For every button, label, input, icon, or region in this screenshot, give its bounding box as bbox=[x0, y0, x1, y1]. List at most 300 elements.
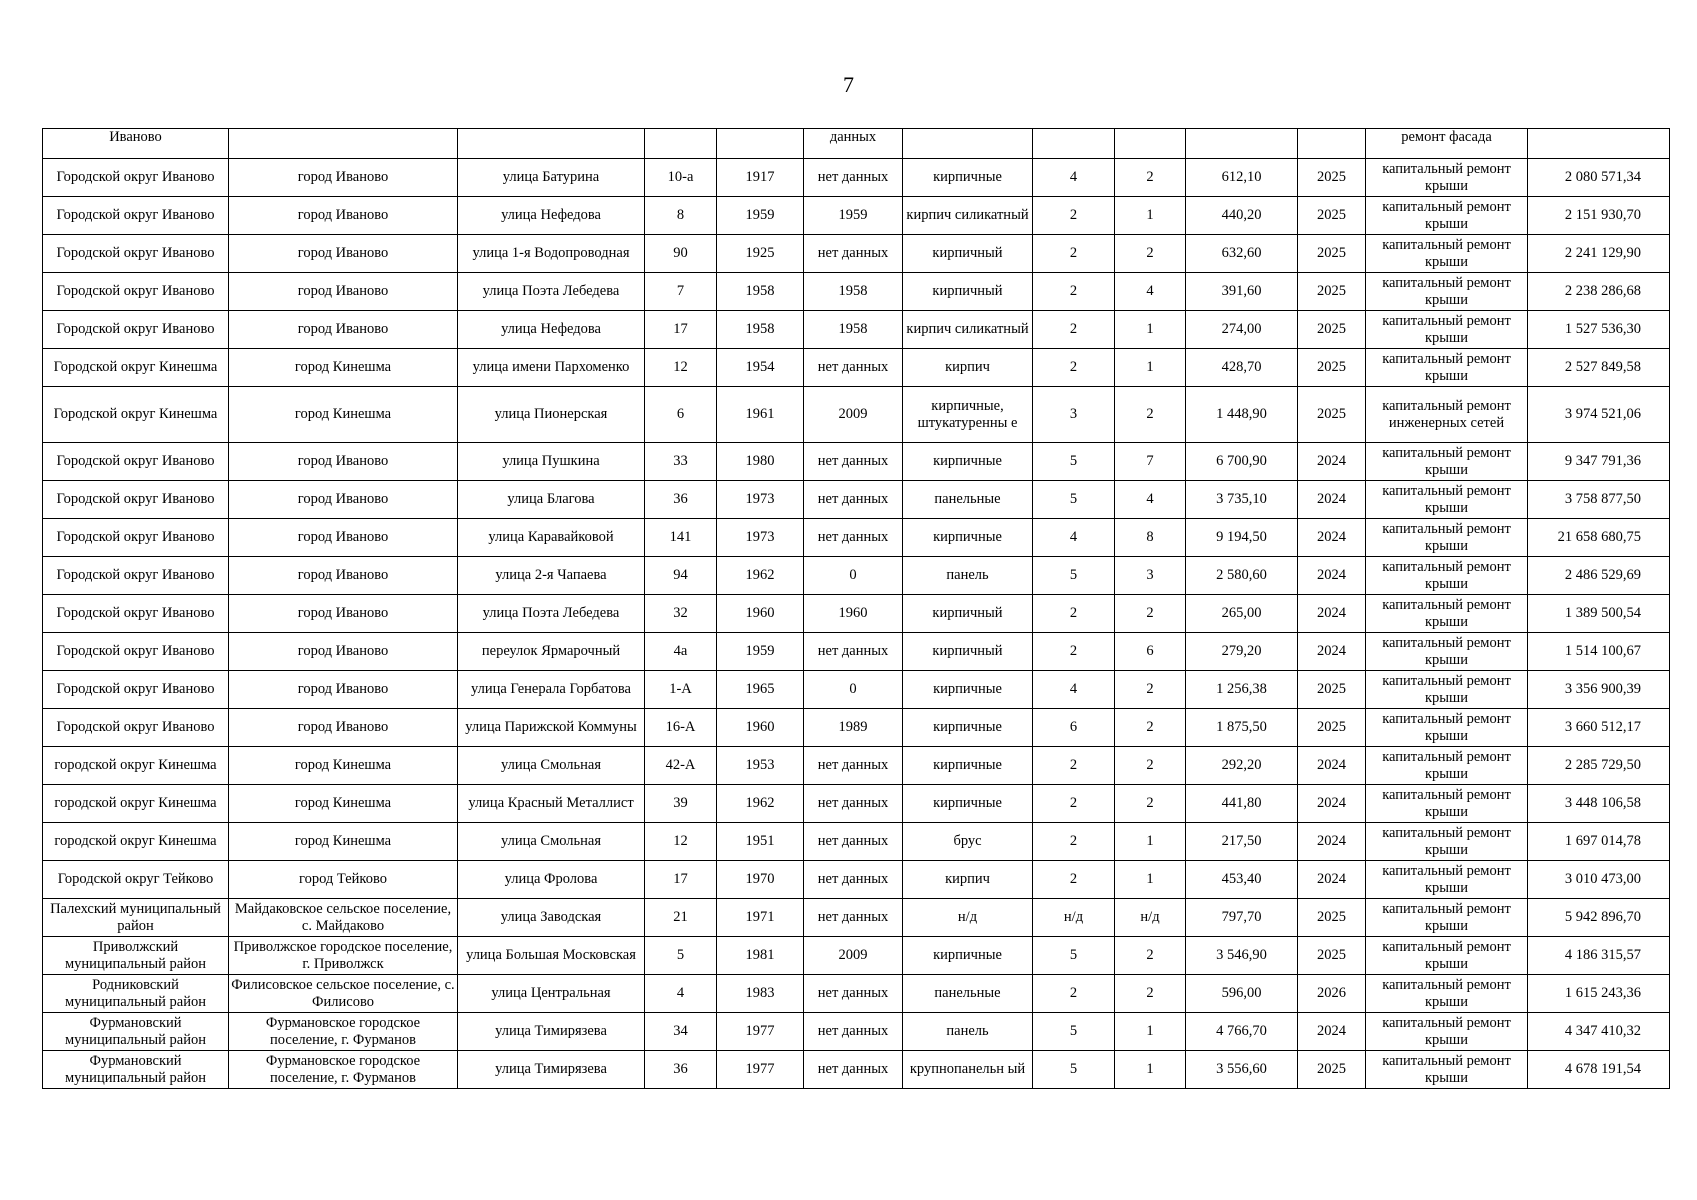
table-row bbox=[43, 129, 1670, 159]
entrances-cell: 1 bbox=[1115, 861, 1186, 899]
table-row bbox=[43, 519, 1670, 557]
cost-cell: 2 486 529,69 bbox=[1528, 557, 1670, 595]
build-year-cell bbox=[717, 129, 804, 159]
settlement-cell: город Иваново bbox=[229, 595, 458, 633]
area-cell: 3 735,10 bbox=[1186, 481, 1298, 519]
street-cell: улица Благова bbox=[458, 481, 645, 519]
street-cell: улица 2-я Чапаева bbox=[458, 557, 645, 595]
area-cell: 4 766,70 bbox=[1186, 1013, 1298, 1051]
settlement-cell bbox=[229, 129, 458, 159]
municipality-cell: Городской округ Иваново bbox=[43, 481, 229, 519]
repair-type-cell: капитальный ремонт крыши bbox=[1366, 197, 1528, 235]
build-year-cell: 1960 bbox=[717, 595, 804, 633]
build-year-cell: 1917 bbox=[717, 159, 804, 197]
street-cell: улица Заводская bbox=[458, 899, 645, 937]
repair-type-cell: капитальный ремонт крыши bbox=[1366, 1013, 1528, 1051]
wall-material-cell: крупнопанельн ый bbox=[903, 1051, 1033, 1089]
table-row bbox=[43, 481, 1670, 519]
street-cell: улица Нефедова bbox=[458, 311, 645, 349]
floors-cell: 2 bbox=[1033, 197, 1115, 235]
entrances-cell: 2 bbox=[1115, 975, 1186, 1013]
table-row bbox=[43, 785, 1670, 823]
reconstruction-year-cell: 1989 bbox=[804, 709, 903, 747]
table-body bbox=[43, 129, 1670, 1089]
cost-cell: 2 080 571,34 bbox=[1528, 159, 1670, 197]
entrances-cell: 1 bbox=[1115, 823, 1186, 861]
repair-year-cell: 2024 bbox=[1298, 519, 1366, 557]
cost-cell: 9 347 791,36 bbox=[1528, 443, 1670, 481]
cost-cell: 4 347 410,32 bbox=[1528, 1013, 1670, 1051]
entrances-cell: 2 bbox=[1115, 785, 1186, 823]
table-row bbox=[43, 747, 1670, 785]
cost-cell: 3 356 900,39 bbox=[1528, 671, 1670, 709]
house-number-cell: 5 bbox=[645, 937, 717, 975]
street-cell: улица Каравайковой bbox=[458, 519, 645, 557]
wall-material-cell bbox=[903, 129, 1033, 159]
repair-type-cell: капитальный ремонт крыши bbox=[1366, 937, 1528, 975]
page-number: 7 bbox=[843, 72, 854, 97]
table-row bbox=[43, 273, 1670, 311]
repair-type-cell: капитальный ремонт крыши bbox=[1366, 861, 1528, 899]
build-year-cell: 1959 bbox=[717, 197, 804, 235]
floors-cell: 2 bbox=[1033, 823, 1115, 861]
floors-cell bbox=[1033, 129, 1115, 159]
repair-year-cell: 2025 bbox=[1298, 387, 1366, 443]
cost-cell: 5 942 896,70 bbox=[1528, 899, 1670, 937]
repair-year-cell: 2025 bbox=[1298, 273, 1366, 311]
entrances-cell: 4 bbox=[1115, 481, 1186, 519]
house-number-cell: 4а bbox=[645, 633, 717, 671]
reconstruction-year-cell: нет данных bbox=[804, 519, 903, 557]
cost-cell: 2 285 729,50 bbox=[1528, 747, 1670, 785]
reconstruction-year-cell: нет данных bbox=[804, 159, 903, 197]
reconstruction-year-cell: нет данных bbox=[804, 1013, 903, 1051]
table-row bbox=[43, 861, 1670, 899]
table-row bbox=[43, 197, 1670, 235]
municipality-cell: городской округ Кинешма bbox=[43, 785, 229, 823]
street-cell: улица Нефедова bbox=[458, 197, 645, 235]
house-number-cell: 33 bbox=[645, 443, 717, 481]
house-number-cell: 90 bbox=[645, 235, 717, 273]
repair-type-cell: капитальный ремонт крыши bbox=[1366, 633, 1528, 671]
area-cell: 265,00 bbox=[1186, 595, 1298, 633]
entrances-cell bbox=[1115, 129, 1186, 159]
repair-year-cell: 2024 bbox=[1298, 861, 1366, 899]
wall-material-cell: брус bbox=[903, 823, 1033, 861]
entrances-cell: 8 bbox=[1115, 519, 1186, 557]
entrances-cell: 1 bbox=[1115, 311, 1186, 349]
street-cell: улица Пушкина bbox=[458, 443, 645, 481]
area-cell: 428,70 bbox=[1186, 349, 1298, 387]
entrances-cell: 4 bbox=[1115, 273, 1186, 311]
build-year-cell: 1959 bbox=[717, 633, 804, 671]
reconstruction-year-cell: нет данных bbox=[804, 785, 903, 823]
table-row bbox=[43, 633, 1670, 671]
table-row bbox=[43, 1051, 1670, 1089]
wall-material-cell: кирпич силикатный bbox=[903, 197, 1033, 235]
build-year-cell: 1958 bbox=[717, 273, 804, 311]
reconstruction-year-cell: 0 bbox=[804, 671, 903, 709]
municipality-cell: Родниковский муниципальный район bbox=[43, 975, 229, 1013]
municipality-cell: Городской округ Иваново bbox=[43, 519, 229, 557]
street-cell: улица Поэта Лебедева bbox=[458, 273, 645, 311]
municipality-cell: городской округ Кинешма bbox=[43, 747, 229, 785]
repair-year-cell: 2024 bbox=[1298, 443, 1366, 481]
street-cell: улица Поэта Лебедева bbox=[458, 595, 645, 633]
build-year-cell: 1954 bbox=[717, 349, 804, 387]
area-cell: 596,00 bbox=[1186, 975, 1298, 1013]
settlement-cell: город Кинешма bbox=[229, 785, 458, 823]
municipality-cell: Городской округ Иваново bbox=[43, 443, 229, 481]
reconstruction-year-cell: нет данных bbox=[804, 861, 903, 899]
house-number-cell: 16-А bbox=[645, 709, 717, 747]
floors-cell: 4 bbox=[1033, 159, 1115, 197]
floors-cell: 2 bbox=[1033, 311, 1115, 349]
settlement-cell: город Иваново bbox=[229, 311, 458, 349]
street-cell: улица 1-я Водопроводная bbox=[458, 235, 645, 273]
settlement-cell: Майдаковское сельское поселение, с. Майдаково bbox=[229, 899, 458, 937]
wall-material-cell: н/д bbox=[903, 899, 1033, 937]
reconstruction-year-cell: нет данных bbox=[804, 747, 903, 785]
settlement-cell: Фурмановское городское поселение, г. Фурманов bbox=[229, 1051, 458, 1089]
street-cell: улица Тимирязева bbox=[458, 1051, 645, 1089]
municipality-cell: Городской округ Иваново bbox=[43, 709, 229, 747]
wall-material-cell: кирпичный bbox=[903, 235, 1033, 273]
settlement-cell: город Иваново bbox=[229, 197, 458, 235]
floors-cell: 5 bbox=[1033, 1051, 1115, 1089]
street-cell: улица Батурина bbox=[458, 159, 645, 197]
entrances-cell: 7 bbox=[1115, 443, 1186, 481]
build-year-cell: 1962 bbox=[717, 785, 804, 823]
cost-cell: 2 238 286,68 bbox=[1528, 273, 1670, 311]
repair-year-cell: 2025 bbox=[1298, 899, 1366, 937]
settlement-cell: город Кинешма bbox=[229, 823, 458, 861]
floors-cell: 2 bbox=[1033, 273, 1115, 311]
build-year-cell: 1983 bbox=[717, 975, 804, 1013]
repair-year-cell: 2024 bbox=[1298, 1013, 1366, 1051]
municipality-cell: Иваново bbox=[43, 129, 229, 159]
repair-type-cell: капитальный ремонт крыши bbox=[1366, 481, 1528, 519]
build-year-cell: 1977 bbox=[717, 1013, 804, 1051]
house-number-cell: 12 bbox=[645, 823, 717, 861]
build-year-cell: 1960 bbox=[717, 709, 804, 747]
repair-year-cell: 2025 bbox=[1298, 937, 1366, 975]
entrances-cell: 2 bbox=[1115, 671, 1186, 709]
street-cell: улица имени Пархоменко bbox=[458, 349, 645, 387]
repair-year-cell: 2024 bbox=[1298, 595, 1366, 633]
settlement-cell: город Иваново bbox=[229, 519, 458, 557]
repair-type-cell: капитальный ремонт крыши bbox=[1366, 1051, 1528, 1089]
area-cell: 279,20 bbox=[1186, 633, 1298, 671]
reconstruction-year-cell: нет данных bbox=[804, 235, 903, 273]
settlement-cell: Фурмановское городское поселение, г. Фурманов bbox=[229, 1013, 458, 1051]
repair-year-cell bbox=[1298, 129, 1366, 159]
municipality-cell: Городской округ Иваново bbox=[43, 235, 229, 273]
municipality-cell: Городской округ Кинешма bbox=[43, 349, 229, 387]
street-cell: улица Пионерская bbox=[458, 387, 645, 443]
table-row bbox=[43, 235, 1670, 273]
settlement-cell: город Кинешма bbox=[229, 387, 458, 443]
house-number-cell: 32 bbox=[645, 595, 717, 633]
cost-cell: 3 660 512,17 bbox=[1528, 709, 1670, 747]
build-year-cell: 1962 bbox=[717, 557, 804, 595]
house-number-cell: 8 bbox=[645, 197, 717, 235]
area-cell: 274,00 bbox=[1186, 311, 1298, 349]
repair-type-cell: ремонт фасада bbox=[1366, 129, 1528, 159]
municipality-cell: Городской округ Иваново bbox=[43, 311, 229, 349]
cost-cell: 4 678 191,54 bbox=[1528, 1051, 1670, 1089]
house-number-cell: 36 bbox=[645, 1051, 717, 1089]
repair-year-cell: 2025 bbox=[1298, 159, 1366, 197]
area-cell: 441,80 bbox=[1186, 785, 1298, 823]
reconstruction-year-cell: нет данных bbox=[804, 1051, 903, 1089]
floors-cell: 2 bbox=[1033, 349, 1115, 387]
street-cell: улица Красный Металлист bbox=[458, 785, 645, 823]
area-cell: 1 875,50 bbox=[1186, 709, 1298, 747]
wall-material-cell: панельные bbox=[903, 481, 1033, 519]
repair-year-cell: 2025 bbox=[1298, 311, 1366, 349]
cost-cell: 2 151 930,70 bbox=[1528, 197, 1670, 235]
table-row bbox=[43, 1013, 1670, 1051]
street-cell: улица Парижской Коммуны bbox=[458, 709, 645, 747]
wall-material-cell: кирпичный bbox=[903, 633, 1033, 671]
municipality-cell: Городской округ Иваново bbox=[43, 633, 229, 671]
floors-cell: 2 bbox=[1033, 595, 1115, 633]
area-cell: 1 448,90 bbox=[1186, 387, 1298, 443]
reconstruction-year-cell: нет данных bbox=[804, 823, 903, 861]
settlement-cell: город Кинешма bbox=[229, 349, 458, 387]
floors-cell: 2 bbox=[1033, 235, 1115, 273]
municipality-cell: Городской округ Иваново bbox=[43, 595, 229, 633]
house-number-cell: 17 bbox=[645, 311, 717, 349]
municipality-cell: Городской округ Кинешма bbox=[43, 387, 229, 443]
table-row bbox=[43, 443, 1670, 481]
repair-type-cell: капитальный ремонт крыши bbox=[1366, 235, 1528, 273]
house-number-cell: 7 bbox=[645, 273, 717, 311]
repair-type-cell: капитальный ремонт инженерных сетей bbox=[1366, 387, 1528, 443]
wall-material-cell: кирпичные bbox=[903, 671, 1033, 709]
cost-cell: 2 241 129,90 bbox=[1528, 235, 1670, 273]
repair-type-cell: капитальный ремонт крыши bbox=[1366, 899, 1528, 937]
wall-material-cell: кирпич силикатный bbox=[903, 311, 1033, 349]
area-cell: 6 700,90 bbox=[1186, 443, 1298, 481]
cost-cell: 3 974 521,06 bbox=[1528, 387, 1670, 443]
area-cell: 217,50 bbox=[1186, 823, 1298, 861]
reconstruction-year-cell: 2009 bbox=[804, 387, 903, 443]
area-cell: 292,20 bbox=[1186, 747, 1298, 785]
floors-cell: 2 bbox=[1033, 633, 1115, 671]
cost-cell: 3 448 106,58 bbox=[1528, 785, 1670, 823]
cost-cell bbox=[1528, 129, 1670, 159]
build-year-cell: 1965 bbox=[717, 671, 804, 709]
table-row bbox=[43, 823, 1670, 861]
cost-cell: 1 615 243,36 bbox=[1528, 975, 1670, 1013]
repair-year-cell: 2025 bbox=[1298, 1051, 1366, 1089]
house-number-cell: 39 bbox=[645, 785, 717, 823]
repair-type-cell: капитальный ремонт крыши bbox=[1366, 823, 1528, 861]
cost-cell: 4 186 315,57 bbox=[1528, 937, 1670, 975]
build-year-cell: 1925 bbox=[717, 235, 804, 273]
municipality-cell: Городской округ Иваново bbox=[43, 273, 229, 311]
reconstruction-year-cell: 1960 bbox=[804, 595, 903, 633]
reconstruction-year-cell: 1958 bbox=[804, 273, 903, 311]
table-row bbox=[43, 937, 1670, 975]
street-cell bbox=[458, 129, 645, 159]
house-number-cell: 141 bbox=[645, 519, 717, 557]
street-cell: улица Смольная bbox=[458, 823, 645, 861]
reconstruction-year-cell: нет данных bbox=[804, 481, 903, 519]
reconstruction-year-cell: 1958 bbox=[804, 311, 903, 349]
repair-year-cell: 2024 bbox=[1298, 785, 1366, 823]
house-number-cell: 34 bbox=[645, 1013, 717, 1051]
repair-year-cell: 2024 bbox=[1298, 633, 1366, 671]
repair-year-cell: 2025 bbox=[1298, 197, 1366, 235]
repair-year-cell: 2025 bbox=[1298, 709, 1366, 747]
table-row bbox=[43, 557, 1670, 595]
repair-type-cell: капитальный ремонт крыши bbox=[1366, 975, 1528, 1013]
cost-cell: 2 527 849,58 bbox=[1528, 349, 1670, 387]
cost-cell: 1 527 536,30 bbox=[1528, 311, 1670, 349]
wall-material-cell: панель bbox=[903, 557, 1033, 595]
street-cell: улица Центральная bbox=[458, 975, 645, 1013]
area-cell: 391,60 bbox=[1186, 273, 1298, 311]
wall-material-cell: кирпич bbox=[903, 349, 1033, 387]
cost-cell: 1 697 014,78 bbox=[1528, 823, 1670, 861]
street-cell: улица Смольная bbox=[458, 747, 645, 785]
reconstruction-year-cell: нет данных bbox=[804, 899, 903, 937]
floors-cell: 5 bbox=[1033, 557, 1115, 595]
repair-type-cell: капитальный ремонт крыши bbox=[1366, 311, 1528, 349]
wall-material-cell: кирпичные bbox=[903, 937, 1033, 975]
house-number-cell: 17 bbox=[645, 861, 717, 899]
floors-cell: 5 bbox=[1033, 443, 1115, 481]
municipality-cell: Городской округ Иваново bbox=[43, 557, 229, 595]
street-cell: переулок Ярмарочный bbox=[458, 633, 645, 671]
table-row bbox=[43, 311, 1670, 349]
wall-material-cell: кирпичные bbox=[903, 443, 1033, 481]
build-year-cell: 1951 bbox=[717, 823, 804, 861]
area-cell: 2 580,60 bbox=[1186, 557, 1298, 595]
floors-cell: 3 bbox=[1033, 387, 1115, 443]
house-number-cell: 1-А bbox=[645, 671, 717, 709]
wall-material-cell: панель bbox=[903, 1013, 1033, 1051]
settlement-cell: город Иваново bbox=[229, 235, 458, 273]
municipality-cell: Городской округ Иваново bbox=[43, 159, 229, 197]
entrances-cell: 1 bbox=[1115, 349, 1186, 387]
municipality-cell: городской округ Кинешма bbox=[43, 823, 229, 861]
repair-year-cell: 2025 bbox=[1298, 349, 1366, 387]
repair-year-cell: 2025 bbox=[1298, 671, 1366, 709]
street-cell: улица Фролова bbox=[458, 861, 645, 899]
reconstruction-year-cell: 1959 bbox=[804, 197, 903, 235]
cost-cell: 1 389 500,54 bbox=[1528, 595, 1670, 633]
floors-cell: 2 bbox=[1033, 861, 1115, 899]
area-cell: 3 546,90 bbox=[1186, 937, 1298, 975]
build-year-cell: 1961 bbox=[717, 387, 804, 443]
build-year-cell: 1980 bbox=[717, 443, 804, 481]
entrances-cell: 2 bbox=[1115, 387, 1186, 443]
repair-type-cell: капитальный ремонт крыши bbox=[1366, 443, 1528, 481]
area-cell: 797,70 bbox=[1186, 899, 1298, 937]
repair-year-cell: 2025 bbox=[1298, 235, 1366, 273]
house-number-cell: 6 bbox=[645, 387, 717, 443]
entrances-cell: н/д bbox=[1115, 899, 1186, 937]
house-number-cell: 42-А bbox=[645, 747, 717, 785]
entrances-cell: 2 bbox=[1115, 747, 1186, 785]
settlement-cell: город Иваново bbox=[229, 671, 458, 709]
build-year-cell: 1981 bbox=[717, 937, 804, 975]
table-row bbox=[43, 159, 1670, 197]
floors-cell: н/д bbox=[1033, 899, 1115, 937]
wall-material-cell: кирпичные bbox=[903, 159, 1033, 197]
wall-material-cell: кирпичный bbox=[903, 273, 1033, 311]
table-row bbox=[43, 899, 1670, 937]
street-cell: улица Тимирязева bbox=[458, 1013, 645, 1051]
house-number-cell: 21 bbox=[645, 899, 717, 937]
cost-cell: 1 514 100,67 bbox=[1528, 633, 1670, 671]
table-row bbox=[43, 671, 1670, 709]
build-year-cell: 1977 bbox=[717, 1051, 804, 1089]
build-year-cell: 1953 bbox=[717, 747, 804, 785]
entrances-cell: 6 bbox=[1115, 633, 1186, 671]
area-cell: 9 194,50 bbox=[1186, 519, 1298, 557]
settlement-cell: город Тейково bbox=[229, 861, 458, 899]
house-number-cell: 36 bbox=[645, 481, 717, 519]
table-row bbox=[43, 595, 1670, 633]
reconstruction-year-cell: 0 bbox=[804, 557, 903, 595]
wall-material-cell: панельные bbox=[903, 975, 1033, 1013]
table-row bbox=[43, 387, 1670, 443]
entrances-cell: 1 bbox=[1115, 1051, 1186, 1089]
settlement-cell: город Иваново bbox=[229, 443, 458, 481]
repair-type-cell: капитальный ремонт крыши bbox=[1366, 349, 1528, 387]
reconstruction-year-cell: нет данных bbox=[804, 443, 903, 481]
area-cell: 632,60 bbox=[1186, 235, 1298, 273]
housing-repair-table bbox=[42, 128, 1670, 1089]
reconstruction-year-cell: нет данных bbox=[804, 349, 903, 387]
build-year-cell: 1970 bbox=[717, 861, 804, 899]
wall-material-cell: кирпичные, штукатуренны е bbox=[903, 387, 1033, 443]
entrances-cell: 2 bbox=[1115, 159, 1186, 197]
repair-type-cell: капитальный ремонт крыши bbox=[1366, 519, 1528, 557]
settlement-cell: город Иваново bbox=[229, 481, 458, 519]
wall-material-cell: кирпичный bbox=[903, 595, 1033, 633]
entrances-cell: 1 bbox=[1115, 1013, 1186, 1051]
repair-type-cell: капитальный ремонт крыши bbox=[1366, 159, 1528, 197]
floors-cell: 2 bbox=[1033, 747, 1115, 785]
house-number-cell: 10-а bbox=[645, 159, 717, 197]
house-number-cell: 4 bbox=[645, 975, 717, 1013]
area-cell: 440,20 bbox=[1186, 197, 1298, 235]
reconstruction-year-cell: нет данных bbox=[804, 975, 903, 1013]
repair-type-cell: капитальный ремонт крыши bbox=[1366, 747, 1528, 785]
build-year-cell: 1973 bbox=[717, 481, 804, 519]
settlement-cell: город Иваново bbox=[229, 159, 458, 197]
reconstruction-year-cell: нет данных bbox=[804, 633, 903, 671]
entrances-cell: 2 bbox=[1115, 937, 1186, 975]
municipality-cell: Городской округ Тейково bbox=[43, 861, 229, 899]
house-number-cell: 94 bbox=[645, 557, 717, 595]
floors-cell: 5 bbox=[1033, 1013, 1115, 1051]
municipality-cell: Палехский муниципальный район bbox=[43, 899, 229, 937]
entrances-cell: 2 bbox=[1115, 595, 1186, 633]
repair-year-cell: 2026 bbox=[1298, 975, 1366, 1013]
table-row bbox=[43, 709, 1670, 747]
municipality-cell: Городской округ Иваново bbox=[43, 671, 229, 709]
wall-material-cell: кирпичные bbox=[903, 785, 1033, 823]
settlement-cell: город Иваново bbox=[229, 273, 458, 311]
settlement-cell: Филисовское сельское поселение, с. Филисово bbox=[229, 975, 458, 1013]
